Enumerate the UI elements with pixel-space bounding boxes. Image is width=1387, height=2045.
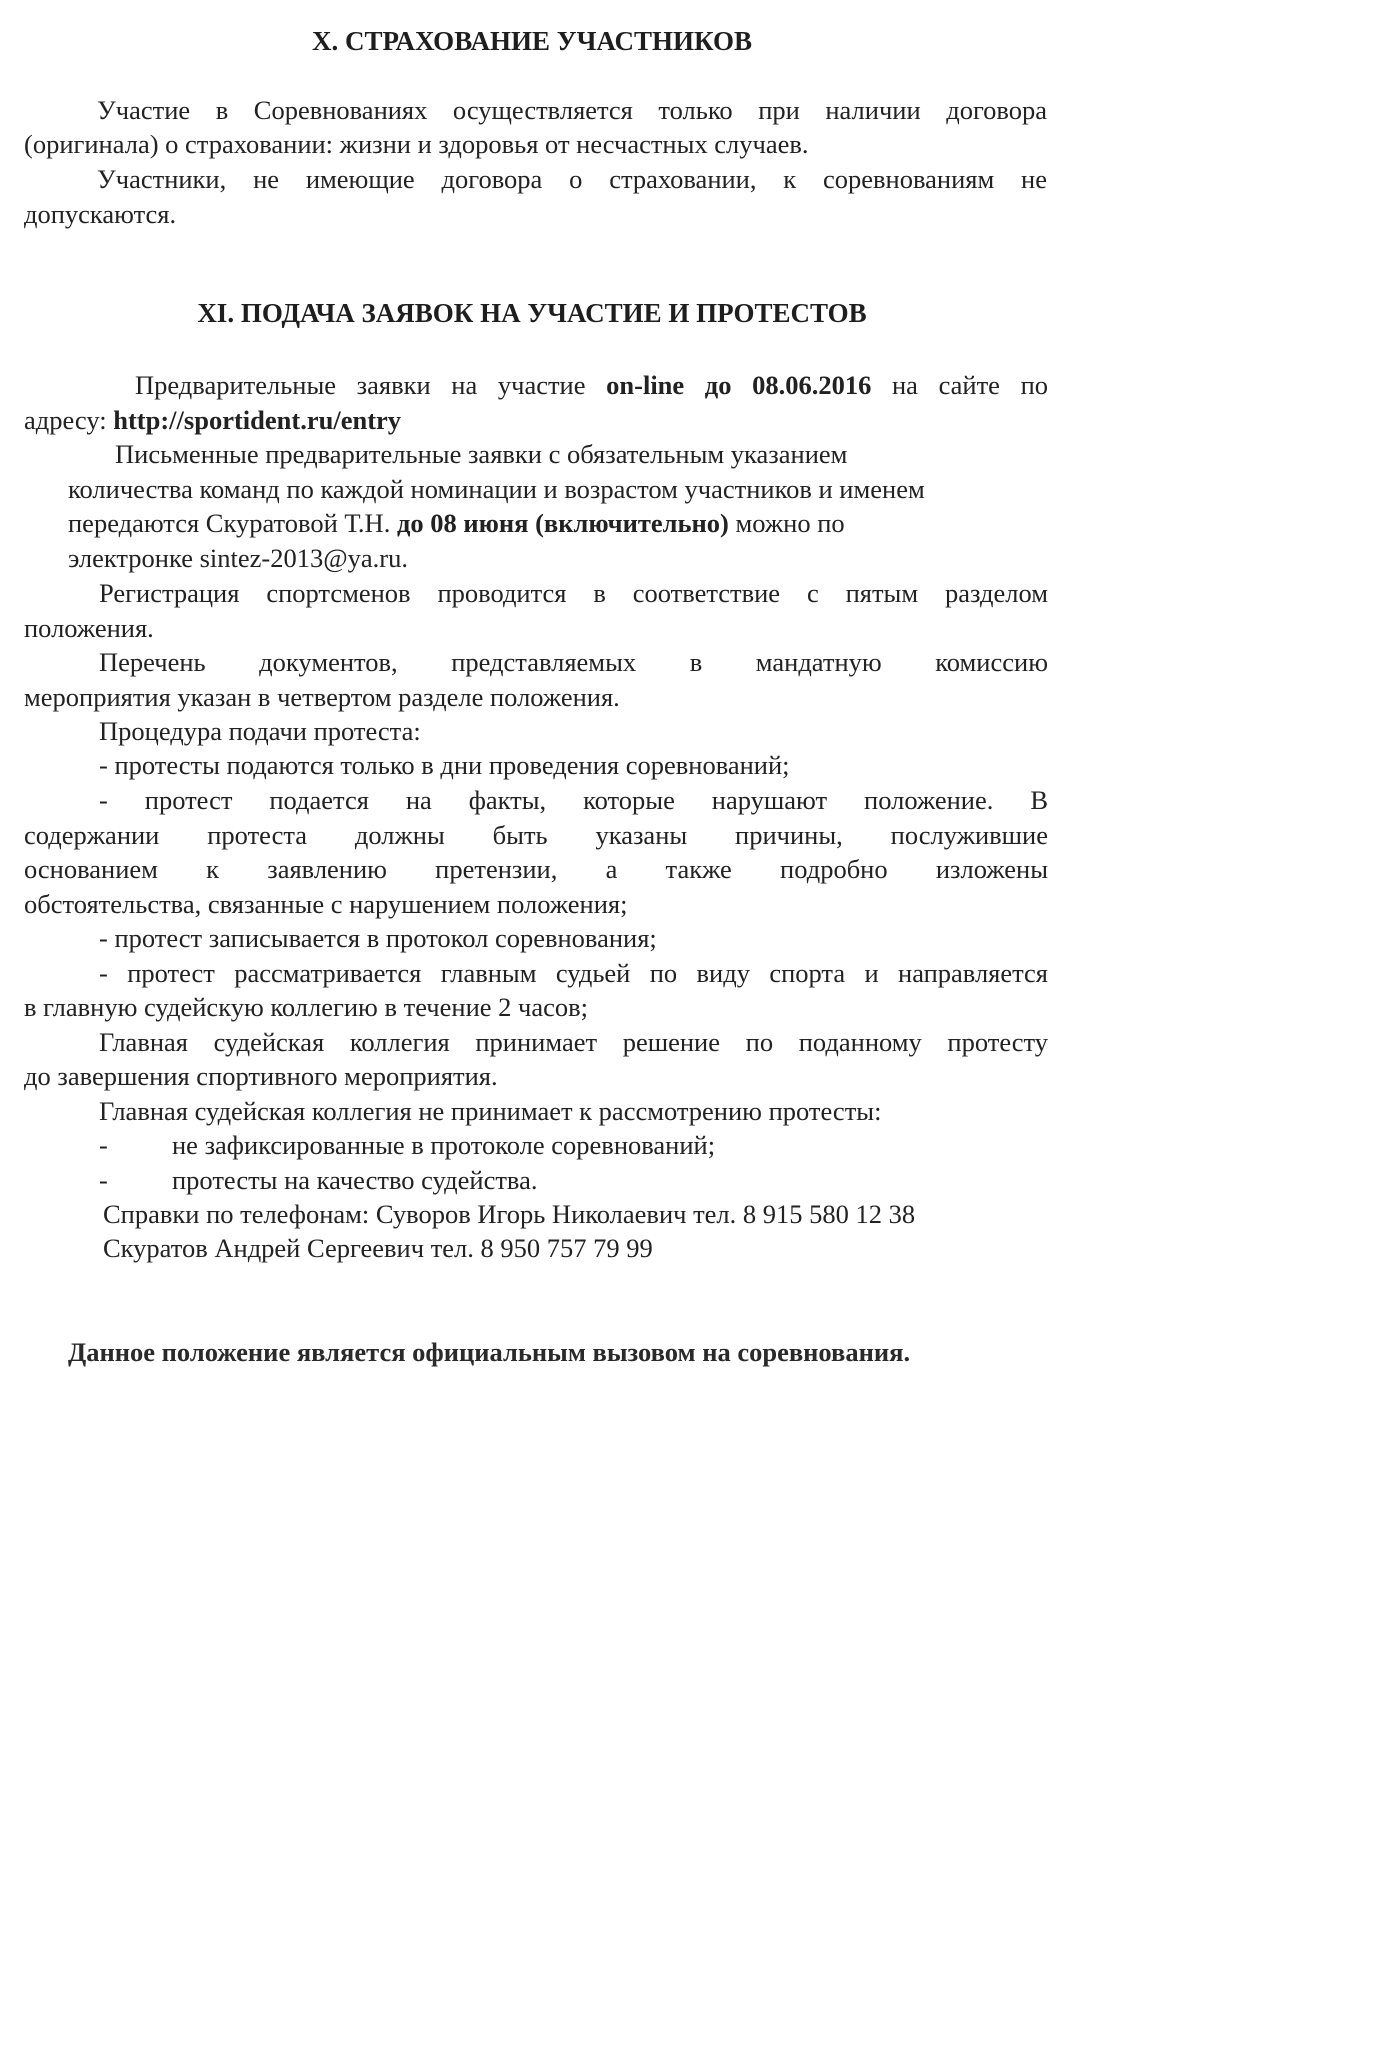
paragraph-line: мероприятия указан в четвертом разделе положения. <box>24 682 620 712</box>
entry-url: http://sportident.ru/entry <box>113 405 402 435</box>
list-dash: - <box>99 1165 108 1195</box>
paragraph-line: Главная судейская коллегия принимает решение по поданному протесту <box>99 1027 1048 1057</box>
paragraph-line: Участники, не имеющие договора о страховании, к соревнованиям не <box>97 164 1047 194</box>
paragraph-line: (оригинала) о страховании: жизни и здоровья от несчастных случаев. <box>24 129 809 159</box>
paragraph-line: до завершения спортивного мероприятия. <box>24 1061 498 1091</box>
paragraph-line: Участие в Соревнованиях осуществляется только при наличии договора <box>97 95 1047 125</box>
paragraph-line: содержании протеста должны быть указаны причины, послужившие <box>24 820 1048 850</box>
paragraph-line: - протест записывается в протокол соревнования; <box>99 923 657 953</box>
prelim-line: адресу: http://sportident.ru/entry <box>24 405 402 435</box>
paragraph-line: - протест подается на факты, которые нарушают положение. В <box>99 785 1048 815</box>
paragraph-line: положения. <box>24 613 154 643</box>
section-10-heading: X. СТРАХОВАНИЕ УЧАСТНИКОВ <box>312 26 752 56</box>
list-item: протесты на качество судейства. <box>172 1165 538 1195</box>
prelim-line: Предварительные заявки на участие on-line до 08.06.2016 на сайте по <box>135 370 1049 400</box>
paragraph-line: в главную судейскую коллегию в течение 2 часов; <box>24 992 588 1022</box>
paragraph-line: - протест рассматривается главным судьей по виду спорта и направляется <box>99 958 1048 988</box>
official-call-note: Данное положение является официальным вызовом на соревнования. <box>68 1337 911 1367</box>
paragraph-line: обстоятельства, связанные с нарушением положения; <box>24 889 628 919</box>
contact-line: Скуратов Андрей Сергеевич тел. 8 950 757 79 99 <box>103 1233 653 1263</box>
written-line: Письменные предварительные заявки с обязательным указанием <box>115 439 848 469</box>
paragraph-line: Перечень документов, представляемых в мандатную комиссию <box>99 647 1048 677</box>
list-dash: - <box>99 1130 108 1160</box>
written-deadline: до 08 июня (включительно) <box>396 508 729 538</box>
written-line: количества команд по каждой номинации и возрастом участников и именем <box>68 474 925 504</box>
contact-line: Справки по телефонам: Суворов Игорь Николаевич тел. 8 915 580 12 38 <box>103 1199 916 1229</box>
paragraph-line: допускаются. <box>24 199 177 229</box>
paragraph-line: Процедура подачи протеста: <box>99 716 421 746</box>
paragraph-line: Регистрация спортсменов проводится в соответствие с пятым разделом <box>99 578 1048 608</box>
paragraph-line: Главная судейская коллегия не принимает к рассмотрению протесты: <box>99 1096 882 1126</box>
written-line: передаются Скуратовой Т.Н. до 08 июня (включительно) можно по <box>68 508 845 538</box>
list-item: не зафиксированные в протоколе соревнований; <box>172 1130 716 1160</box>
online-deadline: on-line до 08.06.2016 <box>606 370 872 400</box>
paragraph-line: основанием к заявлению претензии, а также подробно изложены <box>24 854 1048 884</box>
written-line: электронке sintez-2013@ya.ru. <box>68 543 408 573</box>
paragraph-line: - протесты подаются только в дни проведения соревнований; <box>99 750 790 780</box>
section-11-heading: XI. ПОДАЧА ЗАЯВОК НА УЧАСТИЕ И ПРОТЕСТОВ <box>197 298 867 328</box>
